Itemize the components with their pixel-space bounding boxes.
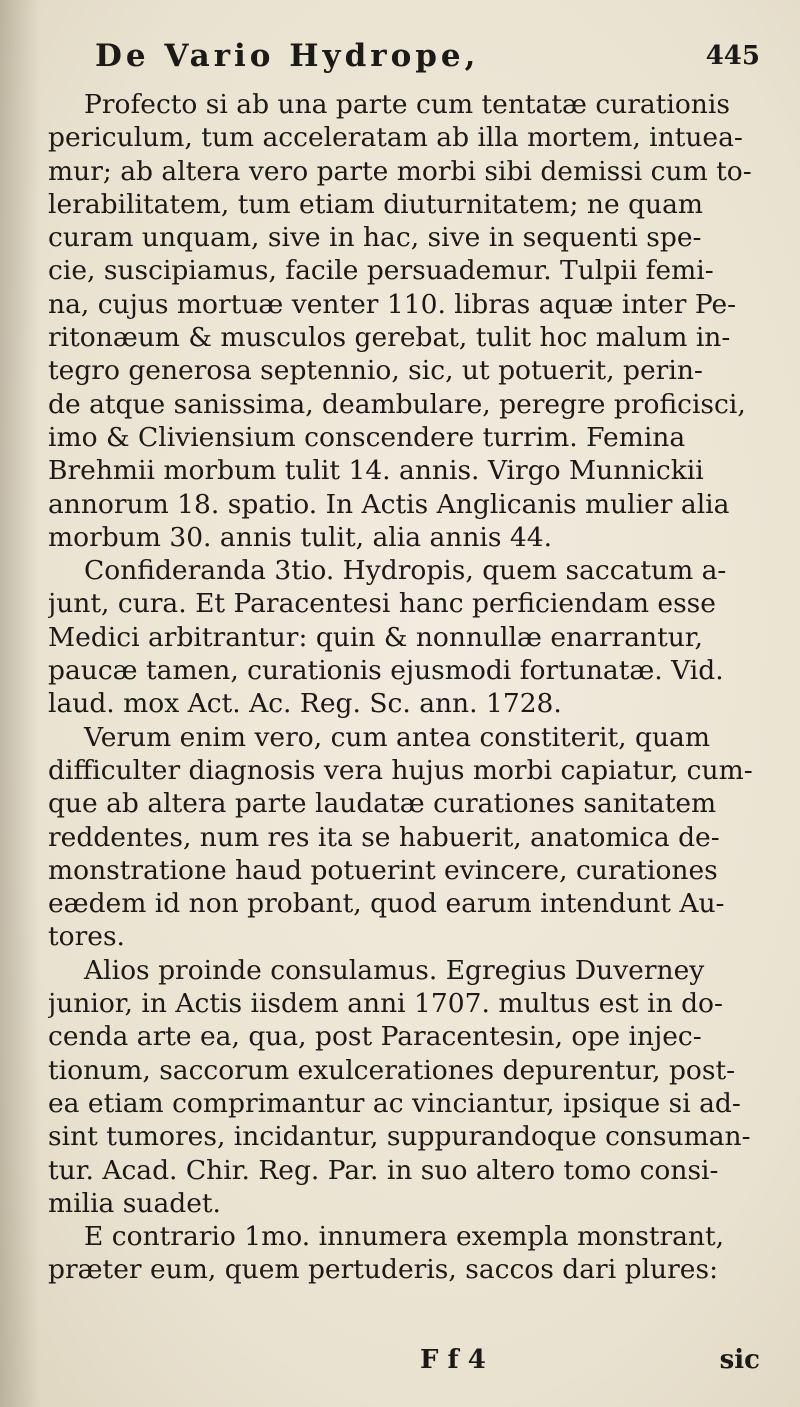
- text-line: mur; ab altera vero parte morbi sibi demissi cum to-: [48, 155, 752, 187]
- text-line: tores.: [48, 921, 125, 953]
- text-line: cenda arte ea, qua, post Paracentesin, ope injec-: [48, 1021, 702, 1053]
- text-line: imo & Cliviensium conscendere turrim. Femina: [48, 421, 686, 453]
- text-line: junt, cura. Et Paracentesi hanc perficiendam esse: [48, 588, 716, 620]
- text-line: morbum 30. annis tulit, alia annis 44.: [48, 521, 553, 553]
- text-line: præter eum, quem pertuderis, saccos dari plures:: [48, 1254, 718, 1286]
- text-line: Brehmii morbum tulit 14. annis. Virgo Munnickii: [48, 455, 704, 487]
- text-line: milia suadet.: [48, 1187, 221, 1219]
- text-line: tegro generosa septennio, sic, ut potuerit, perin-: [48, 355, 703, 387]
- text-line: que ab altera parte laudatæ curationes sanitatem: [48, 788, 717, 820]
- text-line: reddentes, num res ita se habuerit, anatomica de-: [48, 821, 720, 853]
- running-title: De Vario Hydrope,: [95, 38, 480, 74]
- body-text: [48, 88, 768, 1287]
- page-number: 445: [705, 41, 760, 71]
- text-line: Profecto si ab una parte cum tentatæ curationis: [84, 89, 730, 120]
- text-line: Verum enim vero, cum antea constiterit, quam: [84, 721, 710, 753]
- text-line: periculum, tum acceleratam ab illa mortem, intuea-: [48, 122, 743, 154]
- text-line: E contrario 1mo. innumera exempla monstrant,: [84, 1221, 725, 1253]
- text-line: tur. Acad. Chir. Reg. Par. in suo altero tomo consi-: [48, 1154, 719, 1186]
- text-line: na, cujus mortuæ venter 110. libras aquæ inter Pe-: [48, 288, 737, 320]
- text-line: Alios proinde consulamus. Egregius Duverney: [84, 954, 705, 986]
- text-line: lerabilitatem, tum etiam diuturnitatem; ne quam: [48, 188, 704, 220]
- text-line: ea etiam comprimantur ac vinciantur, ipsique si ad-: [48, 1087, 741, 1119]
- text-line: laud. mox Act. Ac. Reg. Sc. ann. 1728.: [48, 688, 562, 720]
- text-line: annorum 18. spatio. In Actis Anglicanis mulier alia: [48, 488, 730, 520]
- gutter-shadow: [0, 0, 40, 1407]
- text-line: curam unquam, sive in hac, sive in sequenti spe-: [48, 222, 702, 254]
- signature-mark: F f 4: [420, 1345, 486, 1375]
- page-header: [95, 38, 780, 84]
- text-line: Confideranda 3tio. Hydropis, quem saccatum a-: [84, 555, 727, 587]
- catchword: sic: [719, 1345, 760, 1375]
- text-line: de atque sanissima, deambulare, peregre proficisci,: [48, 388, 746, 420]
- text-line: paucæ tamen, curationis ejusmodi fortunatæ. Vid.: [48, 655, 724, 687]
- text-line: sint tumores, incidantur, suppurandoque consuman-: [48, 1121, 751, 1153]
- text-line: tionum, saccorum exulcerationes depurentur, post-: [48, 1054, 736, 1086]
- text-line: difficulter diagnosis vera hujus morbi capiatur, cum-: [48, 754, 753, 786]
- text-line: eædem id non probant, quod earum intendunt Au-: [48, 888, 725, 920]
- text-line: junior, in Actis iisdem anni 1707. multus est in do-: [48, 988, 723, 1020]
- text-line: monstratione haud potuerint evincere, curationes: [48, 854, 718, 886]
- text-line: ritonæum & musculos gerebat, tulit hoc malum in-: [48, 322, 731, 354]
- text-line: cie, suscipiamus, facile persuademur. Tulpii femi-: [48, 255, 714, 287]
- text-line: Medici arbitrantur: quin & nonnullæ enarrantur,: [48, 621, 703, 653]
- page-footer: [48, 1345, 768, 1381]
